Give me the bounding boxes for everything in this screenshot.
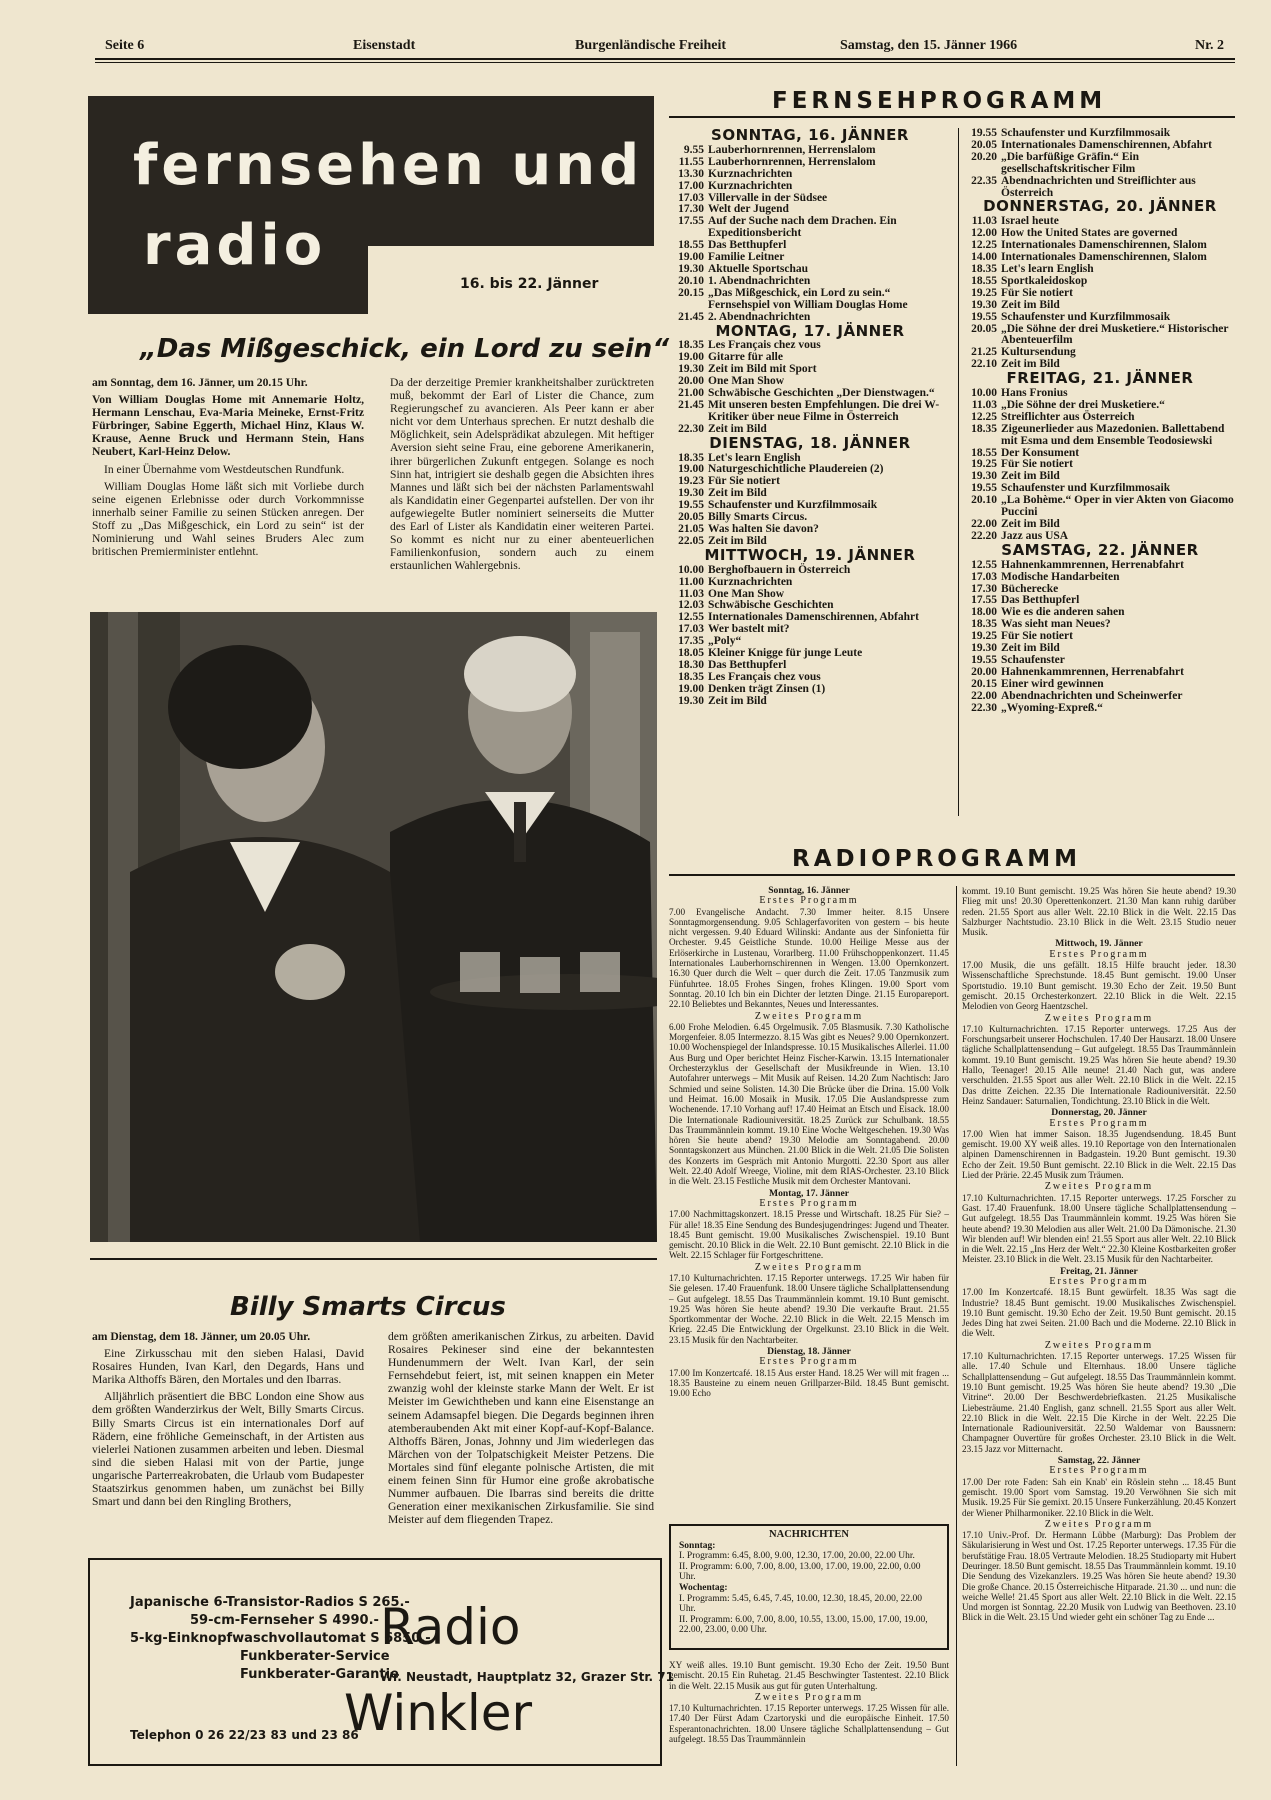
radio-listing-text: 17.10 Kulturnachrichten. 17.15 Reporter unterwegs. 17.25 Forscher zu Gast. 17.40 Frauenfunk. 18.00 Unsere tägliche Schallplattensendung – Gut aufgelegt. 18.55 Das Traummännlein kommt. 19.25 Was hören Sie heute abend? 19.30 Melodien aus aller Welt. 21.00 Da Dämonische. 21.30 Wir blenden auf! Wir blenden ein! 21.55 Sport aus aller Welt. 22.10 Blick in die Welt. 22.15 „Ins Herz der Welt.“ 22.30 Kleine Kostbarkeiten großer Meister. 23.10 Blick in die Welt. 23.15 Musik für den Nachtarbeiter. [962,1192,1236,1265]
tv-listing-time: 11.03 [971,215,997,228]
tv-listing-title: Hahnenkammrennen, Herrenabfahrt [1001,558,1184,571]
tv-listing-time: 19.55 [678,499,704,512]
tv-listing-title: Schwäbische Geschichten [708,599,834,612]
tv-listing-title: Zeit im Bild [1001,470,1060,483]
tv-listing-title: Wie es die anderen sahen [1001,606,1125,619]
tv-listing [962,679,1238,691]
radio-program-heading: Zweites Programm [754,1691,864,1703]
tv-listing-time: 18.35 [678,451,704,464]
tv-listing-time: 17.03 [678,191,704,204]
radio-program-heading: Erstes Programm [759,895,859,907]
news-sunday-program2: II. Programm: 6.00, 7.00, 8.00, 13.00, 17.00, 19.00, 22.00, 0.00 Uhr. [679,1561,921,1583]
tv-listing-title: Zeit im Bild [708,534,767,547]
tv-listing-time: 17.55 [971,594,997,607]
tv-listing-time: 19.25 [971,286,997,299]
tv-listing-title: Mit unseren besten Empfehlungen. Die drei W-Kritiker über neue Filme in Österreich [708,398,940,423]
tv-listing-title: Zeit im Bild [1001,518,1060,530]
tv-listing-title: Schaufenster und Kurzfilmmosaik [1001,310,1171,323]
tv-day-heading: SONNTAG, 16. JÄNNER [711,126,909,144]
article2-date: am Dienstag, dem 18. Jänner, um 20.05 Uhr. [92,1330,311,1343]
article1-column1 [92,376,364,562]
radio-column-divider [956,886,957,1766]
tv-listing-time: 11.03 [971,398,997,411]
article2-title: Billy Smarts Circus [230,1292,506,1322]
radio-program-heading: Zweites Programm [1044,1012,1154,1024]
news-weekday-program1: I. Programm: 5.45, 6.45, 7.45, 10.00, 12.30, 18.45, 20.00, 22.00 Uhr. [679,1593,923,1615]
tv-listing-time: 11.03 [678,587,704,600]
article2-column1 [92,1330,364,1512]
tv-listing-time: 19.25 [971,458,997,471]
tv-listing [669,216,951,240]
tv-listing-title: Für Sie notiert [1001,458,1073,471]
tv-listing-time: 22.35 [971,174,997,187]
tv-listing-title: „La Bohème.“ Oper in vier Akten von Giacomo Puccini [1001,494,1234,519]
tv-listing-time: 19.30 [971,298,997,311]
tv-listing-title: Internationales Damenschirennen, Abfahrt [1001,138,1212,151]
tv-listing-title: Zeit im Bild [1001,358,1060,371]
tv-day-heading: MONTAG, 17. JÄNNER [715,321,905,340]
tv-listing [962,176,1238,200]
tv-listing-title: Einer wird gewinnen [1001,677,1104,690]
tv-listing-title: Les Français chez vous [708,670,821,683]
tv-day-heading: FREITAG, 21. JÄNNER [1006,369,1194,388]
radio-day-heading: Donnerstag, 20. Jänner [1051,1107,1147,1119]
newspaper-name: Burgenländische Freiheit [575,38,727,53]
article1-cast: Von William Douglas Home mit Annemarie Holtz, Hermann Lenschau, Eva-Maria Meineke, Ernst-Fritz Fürbringer, Sabine Eggerth, Michael Hinz, Klaus W. Krause, Aenne Bruck und Hermann Stein, Hans Neubert, Karl-Heinz Delow. [92,393,364,459]
tv-listing-time: 19.30 [678,262,704,275]
tv-listing-time: 18.00 [971,606,997,619]
tv-listing-title: Familie Leitner [708,251,785,264]
tv-listing-title: Streiflichter aus Österreich [1001,410,1135,423]
radio-listing-text: 7.00 Evangelische Andacht. 7.30 Immer heiter. 8.15 Unsere Sonntagmorgensendung. 9.05 Schlagerfavoriten von gestern – bis heute nicht vergessen. 9.40 Eduard Wilinski: Andante aus der Sinfonietta für Orchester. 9.45 Geistliche Stunde. 10.00 Heilige Messe aus der Erlöserkirche in Lustenau, Vorarlberg. 11.00 Frühschoppenkonzert. 11.45 Internationales Lauberhornschirennen in Wengen. 13.00 Opernkonzert. 16.30 Quer durch die Welt – quer durch die Zeit. 17.05 Tanzmusik zum Fünfuhrtee. 18.05 Frohes Singen, frohes Klingen. 19.00 Sport vom Sonntag. 20.10 Ich bin ein Dichter der letzten Dinge. 21.15 Europareport. 22.10 Beliebtes und Bekanntes, Neues und Interessantes. [669,906,949,1010]
tv-listing [669,696,951,708]
tv-listing-title: Was sieht man Neues? [1001,618,1111,631]
header-rule-thin [95,62,1235,63]
tv-listing-title: Villervalle in der Südsee [708,191,828,204]
radio-listing-text: XY weiß alles. 19.10 Bunt gemischt. 19.30 Echo der Zeit. 19.50 Bunt gemischt. 20.15 Ein Ruhetag. 21.45 Beschwingter Tastentest. 22.10 Blick in die Welt. 22.15 Musik aus gut für guten Unterhaltung. [669,1660,949,1691]
header-rule [95,58,1235,60]
radio-day-heading: Dienstag, 18. Jänner [767,1346,851,1358]
radio-listing-text: 6.00 Frohe Melodien. 6.45 Orgelmusik. 7.05 Blasmusik. 7.30 Katholische Morgenfeier. 8.05 Intermezzo. 8.15 Was gibt es Neues? 9.00 Opernkonzert. 10.00 Wochenspiegel der Inlandspresse. 10.15 Musikalisches Allerlei. 11.00 Aus Burg und Oper berichtet Heinz Fischer-Karwin. 13.15 Internationaler Orchesterzyklus der Gesellschaft der Musikfreunde in Wien. 13.10 Autofahrer unterwegs – Mit Musik auf Reisen. 14.20 Zum Nachtisch: Jaro Schmied und seine Solisten. 14.30 Die Brücke über die Drina. 15.00 Volk und Heimat. 16.00 Mosaik in Musik. 17.05 Die Auslandspresse zum Wochenende. 17.10 Vorhang auf! 17.40 Heimat an Etsch und Eisack. 18.00 Die Internationale Radiouniversität. 18.25 Zurück zur Schulbank. 18.55 Das Traummännlein kommt. 19.10 Eine Woche Weltgeschehen. 19.30 Was hören Sie heute abend? 19.30 Melodie am Sonntagabend. 20.00 Sonntagskonzert aus München. 21.00 Blick in die Welt. 21.05 Die Solisten des Konzerts im Gespräch mit Antonio Murgotti. 22.30 Sport aus aller Welt. 22.40 Adolf Wreege, Violine, mit dem RIAS-Orchester. 23.10 Blick in die Welt. 23.15 Festliche Musik mit dem Orchester Mantovani. [669,1021,949,1187]
radio-program-heading: Zweites Programm [1044,1339,1154,1351]
tv-listing-time: 20.15 [971,677,997,690]
tv-listing [669,157,951,169]
tv-listing-title: One Man Show [708,587,785,600]
tv-listing-time: 12.03 [678,599,704,612]
tv-listing-time: 17.55 [678,215,704,228]
radio-listing-text: 17.00 Wien hat immer Saison. 18.35 Jugendsendung. 18.45 Bunt gemischt. 19.00 XY weiß alles. 19.10 Reportage von den Internationalen alpinen Damenschirennen in Badgastein. 19.20 Bunt gemischt. 19.30 Echo der Zeit. 19.50 Bunt gemischt. 22.10 Blick in die Welt. 22.15 Das Lied der Prärie. 22.45 Musik zum Träumen. [962,1128,1236,1181]
tv-listing-time: 19.55 [971,653,997,666]
radio-column1 [669,886,949,1401]
tv-listing-title: Zeit im Bild [708,694,767,707]
tv-listing-title: Wer bastelt mit? [708,623,790,636]
tv-listing-title: Welt der Jugend [708,203,789,216]
news-sunday-label: Sonntag: [679,1540,716,1551]
banner-dates: 16. bis 22. Jänner [460,276,599,292]
tv-listing-title: Für Sie notiert [1001,286,1073,299]
tv-listing-time: 12.25 [971,410,997,423]
article1-source: In einer Übernahme vom Westdeutschen Rundfunk. [104,462,345,476]
radio-program-heading: Erstes Programm [1049,1275,1149,1287]
radio-listing-text: 17.00 Der rote Faden: Sah ein Knab' ein Röslein stehn ... 18.45 Bunt gemischt. 19.00 Sport vom Samstag. 19.20 Verwöhnen Sie sich mit Musik. 19.25 Für Sie gemixt. 20.15 Unsere Funkerzählung. 20.45 Konzert der Wiener Philharmoniker. 22.10 Blick in die Welt. [962,1476,1236,1518]
tv-listing-title: Zeit im Bild mit Sport [708,363,817,376]
tv-listing [962,572,1238,584]
radio-program-heading: Zweites Programm [1044,1181,1154,1193]
tv-listing-title: „Die barfüßige Gräfin.“ Ein gesellschaftskritischer Film [1001,150,1140,175]
tv-listing [962,691,1238,703]
tv-listing-title: Das Betthupferl [708,658,787,671]
tv-listing-title: Schaufenster [1001,653,1065,666]
tv-listing-title: „Das Mißgeschick, ein Lord zu sein.“ Fernsehspiel von William Douglas Home [708,286,908,311]
tv-title-rule [669,116,1235,118]
header-place: Eisenstadt [353,38,416,53]
tv-listing-time: 17.03 [971,570,997,583]
tv-listing [962,424,1238,448]
article1-column2 [390,376,654,576]
tv-listing-time: 19.00 [678,251,704,264]
ad-brand-radio: Radio [380,1598,521,1656]
tv-listing-title: „Die Söhne der drei Musketiere.“ Historischer Abenteuerfilm [1001,322,1229,347]
tv-listing-title: Abendnachrichten und Streiflichter aus Österreich [1001,174,1196,199]
article1-title: „Das Mißgeschick, ein Lord zu sein“ [140,334,670,364]
tv-listing [962,703,1238,715]
tv-listing-title: Internationales Damenschirennen, Slalom [1001,251,1207,264]
article1-para2: Da der derzeitige Premier krankheitshalber zurücktreten muß, bekommt der Earl of Lister die Chance, zum Regierungschef zu avancieren. Als Peer kann er aber nicht vor dem Unterhaus sprechen. Er nutzt deshalb die Möglichkeit, sein Adelsprädikat abzulegen. Mit heftiger Aversion sieht seine Frau, eine geborene Amerikanerin, ihrer bürgerlichen Zukunft entgegen. Solange es noch Sinn hat, intrigiert sie deshalb gegen die Absichten ihres Mannes und läßt sich bei der nächsten Parlamentswahl als Kandidatin einer Gegenpartei aufstellen. Der von ihr aufgewiegelte Butler nominiert seinerseits die Mutter des Earl of Lister als Kandidatin einer weiteren Partei. So kommt es nicht nur zu einer abenteuerlichen Familienkonfusion, sondern auch zu einem erstaunlichen Wahlergebnis. [390,376,654,573]
article1-para1: William Douglas Home läßt sich mit Vorliebe durch seine eigenen Erlebnisse oder durch Vorkommnisse innerhalb seiner Familie zu seinen Stücken anregen. Der Stoff zu „Das Mißgeschick, ein Lord zu sein“ ist der Nominierung und Wahl seines Bruders Alec zum britischen Premierminister entlehnt. [92,479,364,559]
radio-title-rule [669,874,1235,876]
tv-listing-time: 19.00 [678,351,704,364]
tv-listing-time: 22.00 [971,518,997,530]
tv-listing [962,667,1238,679]
tv-listing-time: 22.30 [971,701,997,714]
tv-listing-time: 11.00 [678,575,704,588]
tv-listing-time: 10.00 [678,563,704,576]
tv-listing [962,495,1238,519]
radio-listing-text: 17.10 Univ.-Prof. Dr. Hermann Lübbe (Marburg): Das Problem der Säkularisierung in West und Ost. 17.25 Reporter unterwegs. 17.35 Für die berufstätige Frau. 18.05 Vertraute Melodien. 18.25 Studioparty mit Hubert Deuringer. 18.50 Bunt gemischt. 18.55 Das Traummännlein kommt. 19.10 Die Sendung des Vizekanzlers. 19.25 Was hören Sie heute abend? 19.30 Die große Chance. 20.15 Österreichische Hitparade. 21.30 ... und nun: die weiche Welle! 21.45 Sport aus aller Welt. 22.10 Blick in die Welt. 22.15 Und morgen ist Sonntag. 22.20 Musik von Ludwig van Beethoven. 23.10 Blick in die Welt. 23.15 Und wieder geht ein schöner Tag zu Ende ... [962,1530,1236,1623]
tv-listing-time: 22.20 [971,529,997,542]
tv-listing-title: 2. Abendnachrichten [708,310,811,323]
radio-day-heading: Samstag, 22. Jänner [1057,1455,1141,1467]
tv-listing-time: 21.25 [971,346,997,359]
tv-listing-time: 12.25 [971,239,997,252]
tv-listing-title: Abendnachrichten und Scheinwerfer [1001,689,1183,702]
radio-listing-text: kommt. 19.10 Bunt gemischt. 19.25 Was hören Sie heute abend? 19.30 Flieg mit uns! 20.30 Operettenkonzert. 21.30 Man kann ruhig darüber reden. 21.55 Sport aus aller Welt. 22.10 Blick in die Welt. 22.15 Das Salzburger Nachtstudio. 23.10 Blick in die Welt. 23.15 Studio neuer Musik. [962,886,1236,938]
tv-listing-time: 22.10 [971,358,997,371]
tv-listing [962,288,1238,300]
radio-program-heading: Erstes Programm [1049,948,1149,960]
tv-listing-time: 18.35 [971,262,997,275]
tv-listing-time: 19.30 [971,470,997,483]
tv-listing-title: Auf der Suche nach dem Drachen. Ein Expeditionsbericht [708,215,897,240]
radio-listing-text: 17.00 Im Konzertcafé. 18.15 Bunt gewürfelt. 18.35 Was sagt die Industrie? 18.45 Bunt gemischt. 19.00 Musikalisches Zwischenspiel. 19.10 Bunt gemischt. 19.30 Echo der Zeit. 19.50 Bunt gemischt. 20.15 Jedes Ding hat zwei Seiten. 21.00 Bach und die Moderne. 22.10 Blick in die Welt. [962,1287,1236,1339]
news-weekday-label: Wochentag: [679,1582,728,1593]
tv-listing-time: 20.00 [678,375,704,388]
radio-program-heading: Erstes Programm [759,1356,859,1368]
tv-listing-time: 17.35 [678,635,704,648]
article2-para2: Alljährlich präsentiert die BBC London eine Show aus dem größten Wanderzirkus der Welt, Billy Smarts Circus. Billy Smarts Circus ist ein internationales Dorf auf Rädern, eine fröhliche Gemeinschaft, in der Artisten aus vielerlei Nationen zusammen arbeiten und leben. Diesmal sind die sieben Halasi mit von der Partie, junge ungarische Parterreakrobaten, die Urlaub vom Budapester Staatszirkus genommen haben, um zunächst bei Billy Smart und dann bei den Ringling Brothers, [92,1390,364,1509]
ad-offer-washer: 5-kg-Einknopfwaschvollautomat S 6850.- [130,1631,431,1646]
tv-listing-title: Denken trägt Zinsen (1) [708,682,826,695]
article1-date: am Sonntag, dem 16. Jänner, um 20.15 Uhr. [92,376,308,389]
banner-title-line2: radio [143,213,327,278]
tv-listing-time: 18.35 [971,618,997,631]
tv-listing-time: 19.30 [678,487,704,500]
tv-listing-time: 9.55 [683,143,704,156]
tv-listing-time: 20.10 [971,494,997,507]
tv-listing-time: 21.45 [678,398,704,411]
tv-listing [669,577,951,589]
tv-listing-time: 20.05 [971,138,997,151]
tv-listing-time: 21.45 [678,310,704,323]
tv-column-divider [958,128,959,816]
tv-listing-title: Schwäbische Geschichten „Der Dienstwagen.“ [708,387,935,400]
tv-listing-title: One Man Show [708,375,785,388]
ad-guarantee: Funkberater-Garantie [240,1667,399,1682]
tv-listing-time: 18.55 [971,446,997,459]
tv-section-title: FERNSEHPROGRAMM [772,88,1107,114]
tv-day-heading: MITTWOCH, 19. JÄNNER [704,545,916,564]
tv-listing-title: Israel heute [1001,215,1059,228]
tv-listing-time: 18.05 [678,647,704,660]
tv-listing [669,672,951,684]
tv-listing-title: Kurznachrichten [708,179,793,192]
tv-listing-time: 22.05 [678,534,704,547]
radio-listing-text: 17.00 Im Konzertcafé. 18.15 Aus erster Hand. 18.25 Wer will mit fragen ... 18.35 Bausteine zu einem neuen Grillparzer-Bild. 18.45 Bunt gemischt. 19.00 Echo [669,1367,949,1399]
tv-listing-time: 21.00 [678,387,704,400]
tv-listing-time: 11.55 [678,155,704,168]
tv-listing-time: 19.23 [678,475,704,488]
radio-listing-text: 17.10 Kulturnachrichten. 17.15 Reporter unterwegs. 17.25 Wissen für alle. 17.40 Schule und Elternhaus. 18.00 Unsere tägliche Schallplattensendung – Gut aufgelegt. 18.55 Das Traummännlein kommt. 19.10 Bunt gemischt. 19.25 Was hören Sie heute abend? 19.30 „Die Vitrine“. 20.00 Der Beschwerdebriefkasten. 21.25 Musikalische Liebesträume. 21.40 English, ganz schnell. 21.55 Sport aus aller Welt. 22.10 Blick in die Welt. 22.15 Die Kirche in der Welt. 22.25 Die Internationale Radiouniversität. 22.50 Waldemar von Baussnern: Champagner Ouvertüre für großes Orchester. 23.10 Blick in die Welt. 23.15 Jazz vor Mitternacht. [962,1351,1236,1454]
tv-listing-time: 20.10 [678,274,704,287]
tv-listing-time: 12.55 [678,611,704,624]
tv-listing-title: Hans Fronius [1001,387,1068,400]
tv-listing-time: 13.30 [678,167,704,180]
tv-listing-time: 22.30 [678,422,704,435]
tv-listing-title: Lauberhornrennen, Herrenslalom [708,143,876,156]
news-sunday-program1: I. Programm: 6.45, 8.00, 9.00, 12.30, 17.00, 20.00, 22.00 Uhr. [679,1551,915,1562]
tv-listing-title: Zeit im Bild [1001,298,1060,311]
tv-day-heading: SAMSTAG, 22. JÄNNER [1001,540,1199,559]
radio-listing-text: 17.10 Kulturnachrichten. 17.15 Reporter unterwegs. 17.25 Wissen für alle. 17.40 Der Fürst Adam Czartoryski und die europäische Einheit. 17.50 Esperantonachrichten. 18.00 Unsere tägliche Schallplattensendung – Gut aufgelegt. 18.55 Das Traummännlein [669,1703,949,1745]
tv-listing-title: Gitarre für alle [708,351,783,364]
tv-listing-title: Für Sie notiert [708,475,780,488]
tv-listing-time: 20.15 [678,286,704,299]
tv-listing-time: 19.00 [678,682,704,695]
article2-rule [90,1258,657,1260]
tv-listing [962,412,1238,424]
tv-listing-time: 19.55 [971,127,997,139]
radio-program-heading: Erstes Programm [1049,1465,1149,1477]
radio-day-heading: Freitag, 21. Jänner [1060,1265,1138,1277]
tv-listing-time: 14.00 [971,251,997,264]
radio-day-heading: Mittwoch, 19. Jänner [1055,938,1143,950]
tv-listing-title: Kurznachrichten [708,575,793,588]
tv-listing [962,276,1238,288]
tv-listing-title: Das Betthupferl [708,239,787,252]
tv-listing-time: 19.25 [971,630,997,643]
tv-listing-time: 18.35 [971,422,997,435]
tv-listing [669,400,951,424]
tv-listing-title: Let's learn English [708,451,801,464]
tv-listing-time: 19.30 [971,642,997,655]
tv-listing-time: 19.30 [678,363,704,376]
tv-listing-title: Schaufenster und Kurzfilmmosaik [1001,482,1171,495]
page-number: Seite 6 [105,38,145,53]
tv-listing-title: Les Français chez vous [708,339,821,352]
tv-listing [962,312,1238,324]
radio-program-heading: Erstes Programm [1049,1117,1149,1129]
ad-phone: Telephon 0 26 22/23 83 und 23 86 [130,1728,359,1742]
article2-para1: Eine Zirkusschau mit den sieben Halasi, David Rosaires Hunden, Ivan Karl, den Degards, Hans und Marika Althoffs Bären, den Mortales und den Ibarras. [92,1347,364,1387]
tv-column1 [669,128,951,708]
tv-listing-time: 20.05 [971,322,997,335]
article2-para3: dem größten amerikanischen Zirkus, zu arbeiten. David Rosaires Pekineser sind eine der bekanntesten Hundenummern der Welt. Ivan Karl, der sein Fernsehdebut feiert, ist, mit seinen knappen ein Meter zwanzig wohl der kleinste starke Mann der Welt. Er ist Meister im Gewichtheben und kann eine Eisenstange an seinem Adamsapfel biegen. Die Degards beginnen ihren atemberaubenden Akt mit einer Kopf-auf-Kopf-Balance. Althoffs Bären, Jonas, Johnny und Jim wiederlegen das Märchen von der Tolpatschigkeit Meister Petzens. Die Mortales sind fünf elegante polnische Artisten, die mit einem feinen Sinn für Humor eine große akrobatische Nummer aufbauen. Die Ibarras sind bereits die dritte Generation einer mexikanischen Zirkusfamilie. Sie sind Meister auf dem fliegenden Trapez. [388,1330,654,1527]
tv-day-heading: DIENSTAG, 18. JÄNNER [709,433,911,452]
issue-number: Nr. 2 [1195,38,1225,53]
tv-listing-time: 17.00 [678,179,704,192]
advertisement [88,1558,674,1766]
tv-listing-time: 20.05 [678,511,704,524]
tv-listing-time: 21.05 [678,523,704,535]
tv-listing-title: Zigeunerlieder aus Mazedonien. Ballettabend mit Esma und dem Ensemble Teodosiewski [1001,422,1225,447]
news-times-box [669,1524,949,1650]
tv-listing-title: Lauberhornrennen, Herrenslalom [708,155,876,168]
tv-listing [669,169,951,181]
tv-listing-time: 18.35 [678,339,704,352]
tv-listing-title: „Die Söhne der drei Musketiere.“ [1001,398,1165,411]
tv-column2 [962,128,1238,715]
article2-column2 [388,1330,654,1530]
tv-listing-title: Zeit im Bild [708,422,767,435]
tv-listing-time: 17.30 [678,203,704,216]
ad-address: Wr. Neustadt, Hauptplatz 32, Grazer Str. 71 [380,1670,674,1684]
tv-listing-title: Für Sie notiert [1001,630,1073,643]
radio-column2 [962,886,1236,1625]
article-photo [90,612,657,1242]
photo-illustration [90,612,657,1242]
news-title: NACHRICHTEN [769,1529,849,1540]
tv-listing-title: Das Betthupferl [1001,594,1080,607]
tv-listing-time: 17.30 [971,582,997,595]
tv-listing-title: Schaufenster und Kurzfilmmosaik [1001,127,1171,139]
tv-listing [669,684,951,696]
tv-listing-title: Der Konsument [1001,446,1080,459]
radio-program-heading: Zweites Programm [754,1261,864,1273]
tv-listing-title: Modische Handarbeiten [1001,570,1120,583]
tv-listing-title: Was halten Sie davon? [708,523,819,535]
tv-listing [962,560,1238,572]
radio-listing-text: 17.10 Kulturnachrichten. 17.15 Reporter unterwegs. 17.25 Aus der Forschungsarbeit unserer Hochschulen. 17.40 Der Hausarzt. 18.00 Unsere tägliche Schallplattensendung – Gut aufgelegt. 18.55 Das Traummännlein kommt. 19.10 Bunt gemischt. 19.25 Was hören Sie heute abend? 19.30 Hallo, Teenager! 20.15 Alle neune! 21.40 Nach gut, was andere verschulden. 21.55 Sport aus aller Welt. 22.10 Blick in die Welt. 22.15 Das dritte Zeichen. 22.35 Die Internationale Radiouniversität. 22.50 Heinz Sandauer: Saturnalien, Tondichtung. 23.10 Blick in die Welt. [962,1023,1236,1106]
tv-listing [962,152,1238,176]
tv-listing-title: Internationales Damenschirennen, Slalom [1001,239,1207,252]
radio-program-heading: Erstes Programm [759,1197,859,1209]
radio-section-title: RADIOPROGRAMM [792,846,1081,872]
radio-column1-continued [669,1660,949,1746]
tv-listing-title: Naturgeschichtliche Plaudereien (2) [708,463,884,476]
tv-listing-title: Jazz aus USA [1001,529,1069,542]
ad-offer-radios: Japanische 6-Transistor-Radios S 265.- [130,1595,410,1610]
ad-service: Funkberater-Service [240,1649,390,1664]
tv-listing-title: How the United States are governed [1001,227,1178,240]
ad-offer-tv: 59-cm-Fernseher S 4990.- [190,1613,379,1628]
tv-listing-time: 18.35 [678,670,704,683]
tv-listing-time: 20.00 [971,665,997,678]
radio-listing-text: 17.10 Kulturnachrichten. 17.15 Reporter unterwegs. 17.25 Wir haben für Sie gelesen. 17.40 Frauenfunk. 18.00 Unsere tägliche Schallplattensendung – Gut aufgelegt. 18.55 Das Traummännlein kommt. 19.10 Bunt gemischt. 19.25 Was hören Sie heute abend? 19.30 Die verkaufte Braut. 21.55 Sportkommentar der Woche. 22.10 Blick in die Welt. 22.15 Mensch im Krieg. 22.45 Die Entwicklung der Orgelkunst. 23.10 Blick in die Welt. 23.15 Musik für den Nachtarbeiter. [669,1272,949,1345]
tv-listing-title: Let's learn English [1001,262,1094,275]
news-weekday-program2: II. Programm: 6.00, 7.00, 8.00, 10.55, 13.00, 15.00, 17.00, 19.00, 22.00, 23.00, 0.00 Uhr. [679,1614,928,1636]
radio-program-heading: Zweites Programm [1044,1518,1154,1530]
tv-listing-title: Sportkaleidoskop [1001,274,1088,287]
tv-listing-time: 19.30 [678,694,704,707]
radio-listing-text: 17.00 Nachmittagskonzert. 18.15 Presse und Wirtschaft. 18.25 Für Sie? – Für alle! 18.35 Eine Sendung des Bundesjugendringes: Jugend und Theater. 18.45 Bunt gemischt. 19.00 Musikalisches Zwischenspiel. 19.10 Bunt gemischt. 20.10 Blick in die Welt. 22.10 Bunt gemischt. 22.10 Blick in die Welt. 22.15 Schlager für Fortgeschrittene. [669,1209,949,1261]
tv-listing-time: 12.00 [971,227,997,240]
tv-listing-title: Zeit im Bild [1001,642,1060,655]
tv-listing-title: Hahnenkammrennen, Herrenabfahrt [1001,665,1184,678]
radio-listing-text: 17.00 Musik, die uns gefällt. 18.15 Hilfe braucht jeder. 18.30 Wissenschaftliche Sprechstunde. 18.45 Bunt gemischt. 19.00 Unser Sportstudio. 19.10 Bunt gemischt. 19.30 Echo der Zeit. 19.50 Bunt gemischt. 20.15 Orchesterkonzert. 22.10 Blick in die Welt. 22.15 Melodien von Georg Haentzschel. [962,960,1236,1012]
tv-listing-time: 12.55 [971,558,997,571]
tv-listing-time: 18.30 [678,658,704,671]
tv-listing-title: „Wyoming-Expreß.“ [1001,701,1103,714]
page-header [95,36,1235,58]
tv-listing-title: Internationales Damenschirennen, Abfahrt [708,611,919,624]
tv-day-heading: DONNERSTAG, 20. JÄNNER [983,197,1217,216]
ad-brand-winkler: Winkler [344,1684,533,1742]
tv-listing [962,300,1238,312]
tv-listing-title: Kultursendung [1001,346,1076,359]
tv-listing-title: Kleiner Knigge für junge Leute [708,647,863,660]
tv-listing [962,324,1238,348]
tv-listing-title: Zeit im Bild [708,487,767,500]
tv-listing-title: Schaufenster und Kurzfilmmosaik [708,499,878,512]
tv-listing-title: 1. Abendnachrichten [708,274,811,287]
radio-program-heading: Zweites Programm [754,1010,864,1022]
radio-day-heading: Sonntag, 16. Jänner [768,885,850,896]
tv-listing-title: Bücherecke [1001,582,1059,595]
tv-listing-title: Billy Smarts Circus. [708,511,808,524]
tv-listing-time: 22.00 [971,689,997,702]
tv-listing-time: 19.00 [678,463,704,476]
tv-listing [669,276,951,288]
tv-listing-title: Berghofbauern in Österreich [708,563,851,576]
tv-listing [669,288,951,312]
tv-listing-time: 18.55 [678,239,704,252]
radio-day-heading: Montag, 17. Jänner [769,1187,849,1199]
tv-listing-time: 19.55 [971,310,997,323]
banner-title-line1: fernsehen und [133,133,644,198]
issue-date: Samstag, den 15. Jänner 1966 [840,38,1018,53]
tv-listing-title: Kurznachrichten [708,167,793,180]
tv-listing-time: 20.20 [971,150,997,163]
tv-listing-time: 19.55 [971,482,997,495]
tv-listing-time: 18.55 [971,274,997,287]
tv-listing-title: „Poly“ [708,635,742,648]
tv-listing [669,565,951,577]
tv-listing-time: 17.03 [678,623,704,636]
tv-listing-time: 10.00 [971,387,997,400]
tv-listing-title: Aktuelle Sportschau [708,262,808,275]
tv-listing [669,181,951,193]
